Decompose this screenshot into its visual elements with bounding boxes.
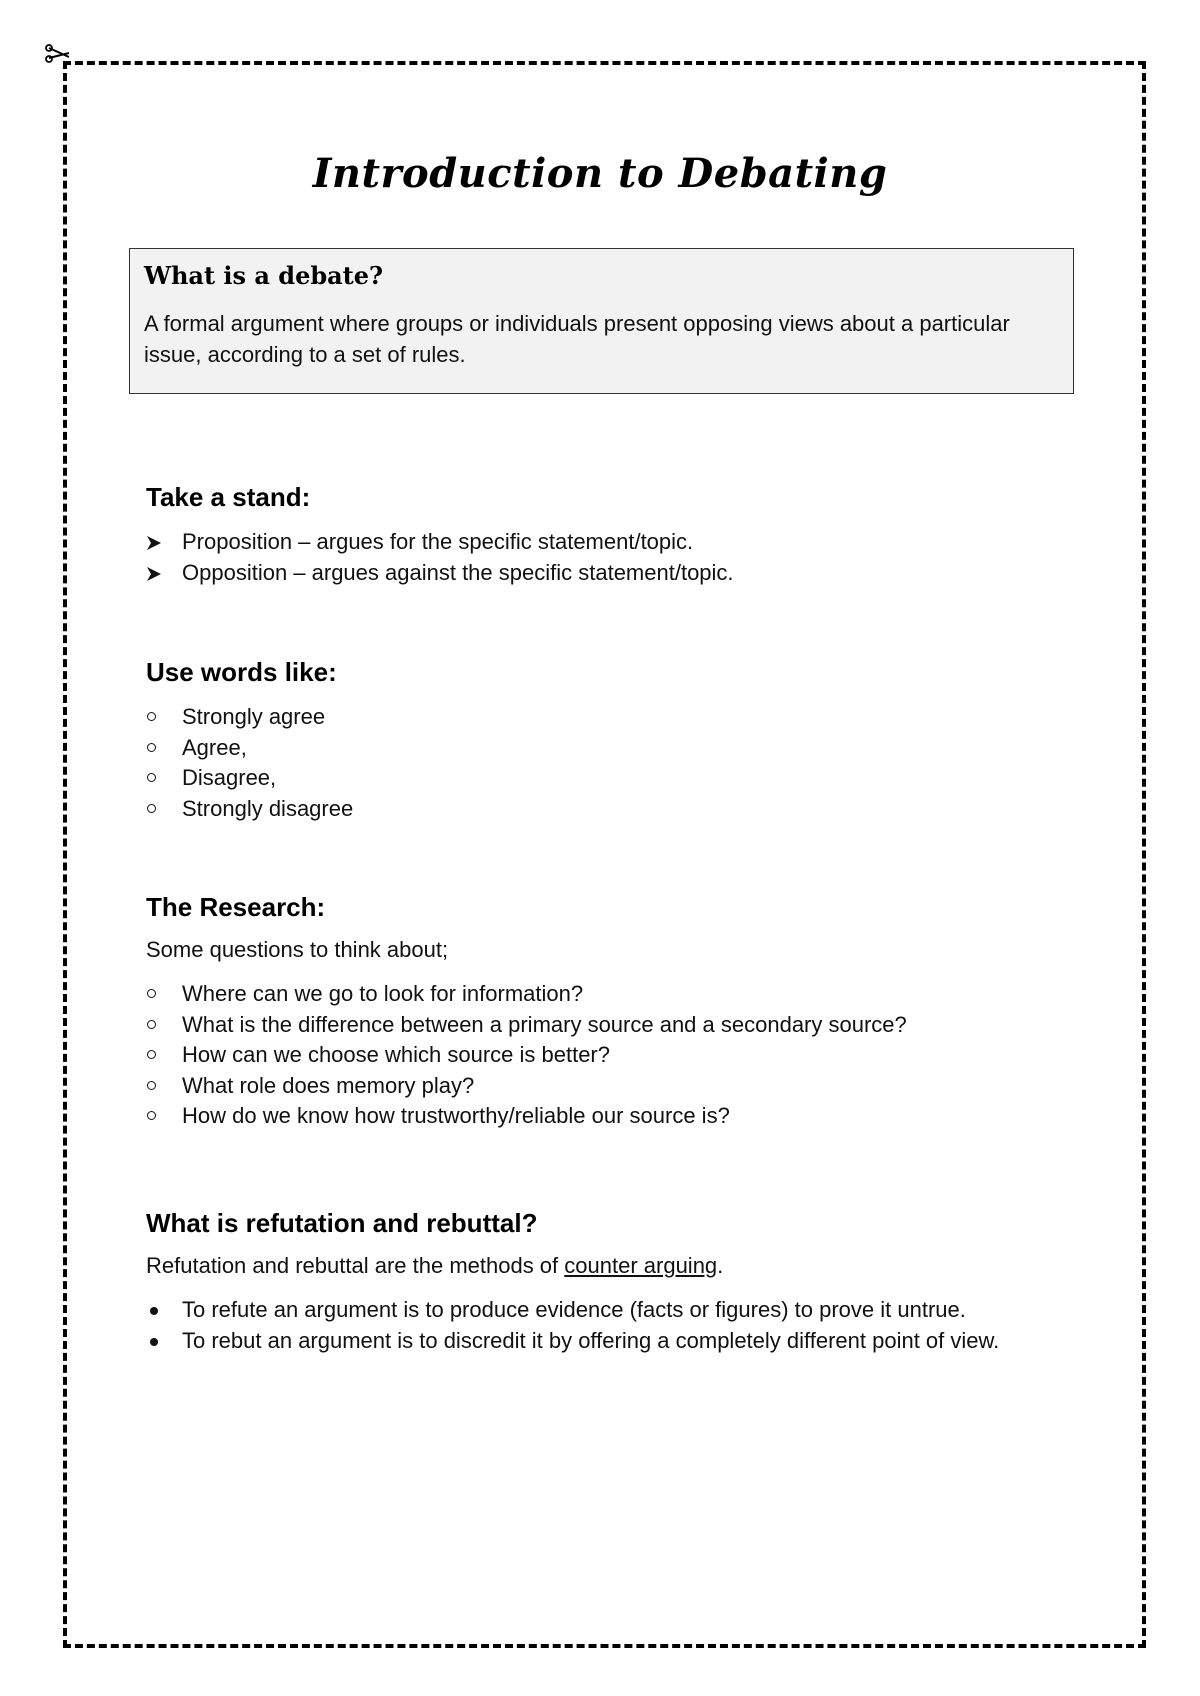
list-item <box>146 1101 1076 1132</box>
section-use-words <box>146 657 1076 824</box>
dot-bullet-icon <box>150 1307 158 1315</box>
research-intro: Some questions to think about; <box>146 937 449 962</box>
intro-underlined-term: counter arguing <box>564 1253 718 1278</box>
list-item <box>146 979 1076 1010</box>
page-title: Introduction to Debating <box>312 150 888 197</box>
circle-bullet-icon <box>147 1081 156 1090</box>
list-item <box>146 1071 1076 1102</box>
words-list <box>146 702 1076 824</box>
list-item-text: What is the difference between a primary source and a secondary source? <box>182 1011 907 1037</box>
circle-bullet-icon <box>147 1111 156 1120</box>
dot-bullet-icon <box>150 1338 158 1346</box>
section-research <box>146 892 1076 1132</box>
list-item <box>146 558 1076 589</box>
section-heading: What is refutation and rebuttal? <box>146 1208 538 1238</box>
circle-bullet-icon <box>147 743 156 752</box>
circle-bullet-icon <box>147 1050 156 1059</box>
circle-bullet-icon <box>147 1020 156 1029</box>
list-item-text: Strongly disagree <box>182 795 354 821</box>
list-item <box>146 1326 1076 1357</box>
section-refutation <box>146 1208 1076 1356</box>
intro-text: Refutation and rebuttal are the methods of <box>146 1253 565 1278</box>
list-item-text: Opposition – argues against the specific statement/topic. <box>182 559 734 585</box>
circle-bullet-icon <box>147 712 156 721</box>
definition-heading: What is a debate? <box>144 261 384 290</box>
list-item-text: How do we know how trustworthy/reliable our source is? <box>182 1103 730 1128</box>
section-heading: Take a stand: <box>146 482 311 512</box>
refutation-intro <box>146 1253 1076 1279</box>
circle-bullet-icon <box>147 989 156 998</box>
list-item-text: Agree, <box>182 734 247 760</box>
circle-bullet-icon <box>147 773 156 782</box>
list-item <box>146 702 1076 733</box>
list-item <box>146 763 1076 794</box>
list-item <box>146 1010 1076 1041</box>
definition-text: A formal argument where groups or individuals present opposing views about a particular issue, according to a set of rules. <box>144 311 1010 367</box>
list-item-text: How can we choose which source is better? <box>182 1042 610 1067</box>
stand-list <box>146 527 1076 588</box>
section-heading: Use words like: <box>146 657 337 687</box>
definition-box <box>129 248 1074 394</box>
circle-bullet-icon <box>147 804 156 813</box>
list-item-text: Where can we go to look for information? <box>182 981 584 1006</box>
list-item <box>146 794 1076 825</box>
research-questions-list <box>146 979 1076 1132</box>
list-item-text: Strongly agree <box>182 704 326 729</box>
intro-punctuation: . <box>717 1253 724 1278</box>
list-item <box>146 1040 1076 1071</box>
section-take-a-stand <box>146 482 1076 588</box>
list-item-text: What role does memory play? <box>182 1072 475 1098</box>
section-heading: The Research: <box>146 892 326 922</box>
list-item <box>146 527 1076 558</box>
list-item-text: To rebut an argument is to discredit it by offering a completely different point of view. <box>182 1327 1000 1353</box>
list-item <box>146 733 1076 764</box>
list-item-text: To refute an argument is to produce evidence (facts or figures) to prove it untrue. <box>182 1297 966 1322</box>
list-item-text: Proposition – argues for the specific statement/topic. <box>182 529 694 554</box>
list-item <box>146 1295 1076 1326</box>
list-item-text: Disagree, <box>182 765 277 790</box>
refutation-list <box>146 1295 1076 1356</box>
scissors-icon <box>45 44 71 64</box>
